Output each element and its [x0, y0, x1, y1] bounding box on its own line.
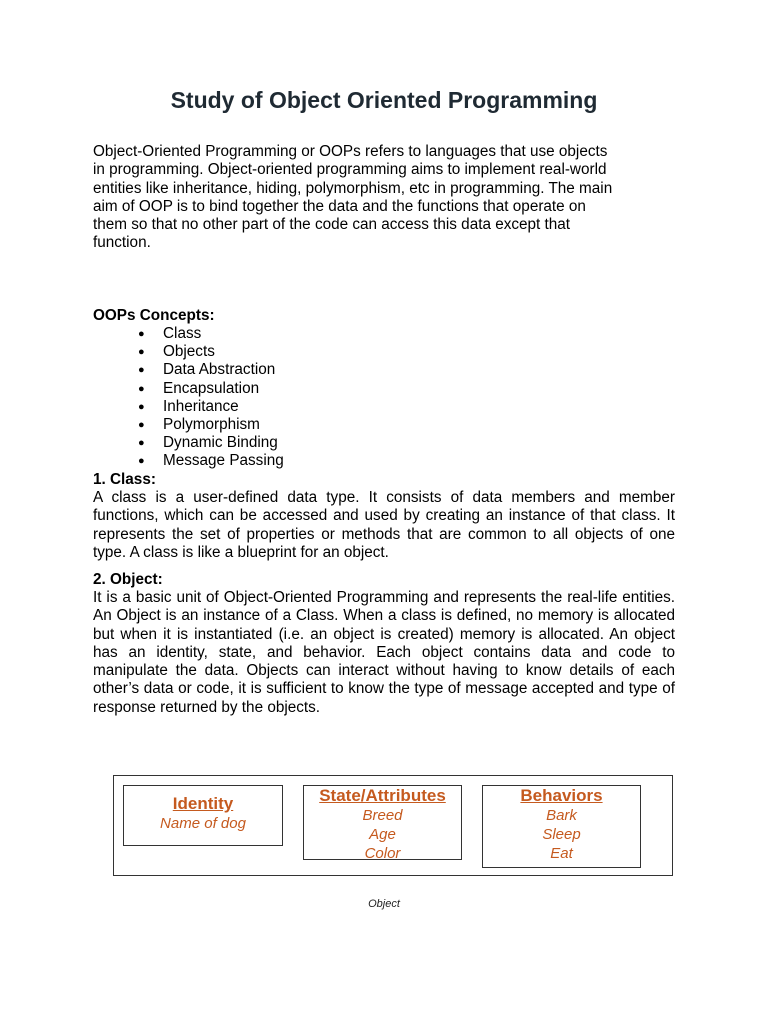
identity-box	[123, 785, 283, 846]
state-item: Age	[369, 826, 396, 843]
list-item-label: Objects	[163, 343, 215, 361]
list-item-label: Dynamic Binding	[163, 434, 278, 452]
behaviors-item: Eat	[550, 845, 573, 862]
list-item-label: Class	[163, 325, 202, 342]
identity-title: Identity	[172, 794, 234, 813]
behaviors-title: Behaviors	[520, 786, 603, 805]
bullet-icon: ●	[138, 455, 145, 468]
list-item	[138, 379, 284, 398]
list-item	[138, 452, 284, 470]
list-item	[138, 343, 284, 361]
intro-line: function.	[93, 234, 151, 252]
identity-item: Name of dog	[160, 815, 246, 832]
bullet-icon: ●	[138, 328, 145, 340]
object-diagram	[113, 775, 673, 876]
concepts-heading: OOPs Concepts:	[93, 307, 215, 324]
bullet-icon: ●	[138, 437, 145, 450]
state-item: Color	[364, 845, 401, 862]
state-item: Breed	[362, 807, 403, 824]
behaviors-box	[482, 785, 641, 868]
list-item-label: Message Passing	[163, 452, 284, 470]
list-item-label: Data Abstraction	[163, 361, 276, 379]
object-paragraph: It is a basic unit of Object-Oriented Programming and represents the real-life entities. An Object is an instance of a Class. When a class is defined, no memory is allocated but when it is instantiated (i.e. an object is created) memory is allocated. An object has an identity, state, and behavior. Each object contains data and code to manipulate the data. Objects can interact without having to know details of each other’s data or code, it is sufficient to know the type of message accepted and type of response returned by the objects.	[93, 589, 675, 716]
intro-line: them so that no other part of the code can access this data except that	[93, 216, 571, 234]
intro-line: in programming. Object-oriented programming aims to implement real-world	[93, 161, 607, 179]
concepts-list	[138, 325, 284, 471]
list-item-label: Polymorphism	[163, 415, 260, 433]
bullet-icon: ●	[138, 364, 145, 377]
behaviors-item: Bark	[546, 807, 577, 824]
list-item	[138, 397, 284, 416]
intro-paragraph	[93, 143, 675, 253]
intro-line: entities like inheritance, hiding, polymorphism, etc in programming. The main	[93, 179, 613, 197]
class-heading: 1. Class:	[93, 471, 156, 488]
intro-line: Object-Oriented Programming or OOPs refers to languages that use objects	[93, 143, 608, 160]
object-heading: 2. Object:	[93, 571, 163, 588]
list-item	[138, 434, 284, 452]
list-item	[138, 415, 284, 434]
list-item-label: Inheritance	[163, 397, 239, 415]
list-item-label: Encapsulation	[163, 379, 260, 397]
state-box	[303, 785, 462, 860]
bullet-icon: ●	[138, 346, 145, 359]
diagram-caption: Object	[368, 898, 400, 910]
bullet-icon: ●	[138, 418, 145, 431]
bullet-icon: ●	[138, 382, 145, 395]
bullet-icon: ●	[138, 400, 145, 413]
page-title: Study of Object Oriented Programming	[170, 87, 598, 113]
list-item	[138, 361, 284, 379]
behaviors-item: Sleep	[542, 826, 581, 843]
state-title: State/Attributes	[319, 786, 446, 805]
list-item	[138, 325, 284, 343]
class-paragraph: A class is a user-defined data type. It consists of data members and member functions, which can be accessed and used by creating an instance of that class. It represents the set of properties or methods that are common to all objects of one type. A class is like a blueprint for an object.	[93, 489, 675, 561]
intro-line: aim of OOP is to bind together the data and the functions that operate on	[93, 197, 586, 215]
